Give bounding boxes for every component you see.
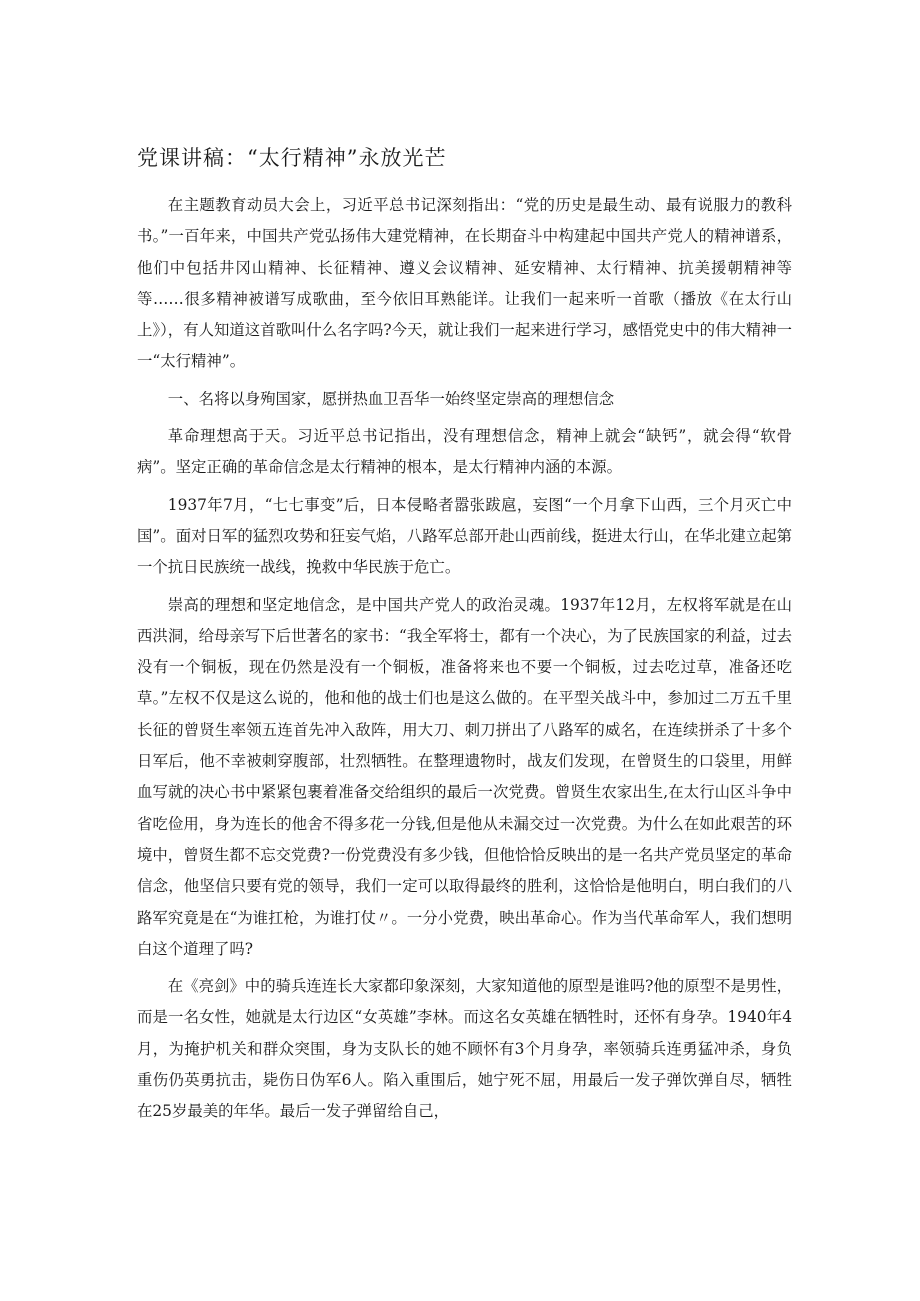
paragraph: 崇高的理想和坚定地信念，是中国共产党人的政治灵魂。1937年12月，左权将军就是在山西洪洞，给母亲写下后世著名的家书：“我全军将士，都有一个决心，为了民族国家的利益，过去没有一个铜板，现在仍然是没有一个铜板，准备将来也不要一个铜板，过去吃过草，准备还吃草。”左权不仅是这么说的，他和他的战士们也是这么做的。在平型关战斗中，参加过二万五千里长征的曾贤生率领五连首先冲入敌阵，用大刀、刺刀拼出了八路军的威名，在连续拼杀了十多个日军后，他不幸被刺穿腹部，壮烈牺牲。在整理遗物时，战友们发现，在曾贤生的口袋里，用鲜血写就的决心书中紧紧包裹着准备交给组织的最后一次党费。曾贤生农家出生,在太行山区斗争中省吃俭用，身为连长的他舍不得多花一分钱,但是他从未漏交过一次党费。为什么在如此艰苦的环境中，曾贤生都不忘交党费?一份党费没有多少钱，但他恰恰反映出的是一名共产党员坚定的革命信念，他坚信只要有党的领导，我们一定可以取得最终的胜利，这恰恰是他明白，明白我们的八路军究竟是在“为谁扛枪，为谁打仗〃。一分小党费，映出革命心。作为当代革命军人，我们想明白这个道理了吗?: [137, 595, 792, 958]
section-heading-1: 一、名将以身殉国家，愿拼热血卫吾华一始终坚定崇高的理想信念: [167, 389, 615, 408]
paragraph: 1937年7月，“七七事变”后，日本侵略者嚣张跋扈，妄图“一个月拿下山西，三个月灭亡中国”。面对日军的猛烈攻势和狂妄气焰，八路军总部开赴山西前线，挺进太行山，在华北建立起第一个抗日民族统一战线，挽救中华民族于危亡。: [137, 495, 792, 577]
paragraph-intro: 在主题教育动员大会上，习近平总书记深刻指出：“党的历史是最生动、最有说服力的教科书。”一百年来，中国共产党弘扬伟大建党精神，在长期奋斗中构建起中国共产党人的精神谱系，他们中包括井冈山精神、长征精神、遵义会议精神、延安精神、太行精神、抗美援朝精神等等……很多精神被谱写成歌曲，至今依旧耳熟能详。让我们一起来听一首歌（播放《在太行山上》），有人知道这首歌叫什么名字吗?今天，就让我们一起来进行学习，感悟党史中的伟大精神一一“太行精神”。: [137, 196, 792, 371]
document-body: [137, 190, 792, 1134]
paragraph: 在《亮剑》中的骑兵连连长大家都印象深刻，大家知道他的原型是谁吗?他的原型不是男性，而是一名女性，她就是太行边区“女英雄”李林。而这名女英雄在牺牲时，还怀有身孕。1940年4月，为掩护机关和群众突围，身为支队长的她不顾怀有3个月身孕，率领骑兵连勇猛冲杀，身负重伤仍英勇抗击，毙伤日伪军6人。陷入重围后，她宁死不屈，用最后一发子弹饮弹自尽，牺牲在25岁最美的年华。最后一发子弹留给自己，: [137, 977, 792, 1121]
paragraph: 革命理想高于天。习近平总书记指出，没有理想信念，精神上就会“缺钙”，就会得“软骨病”。坚定正确的革命信念是太行精神的根本，是太行精神内涵的本源。: [137, 427, 792, 477]
document-title: 党课讲稿：“太行精神”永放光芒: [137, 146, 447, 170]
